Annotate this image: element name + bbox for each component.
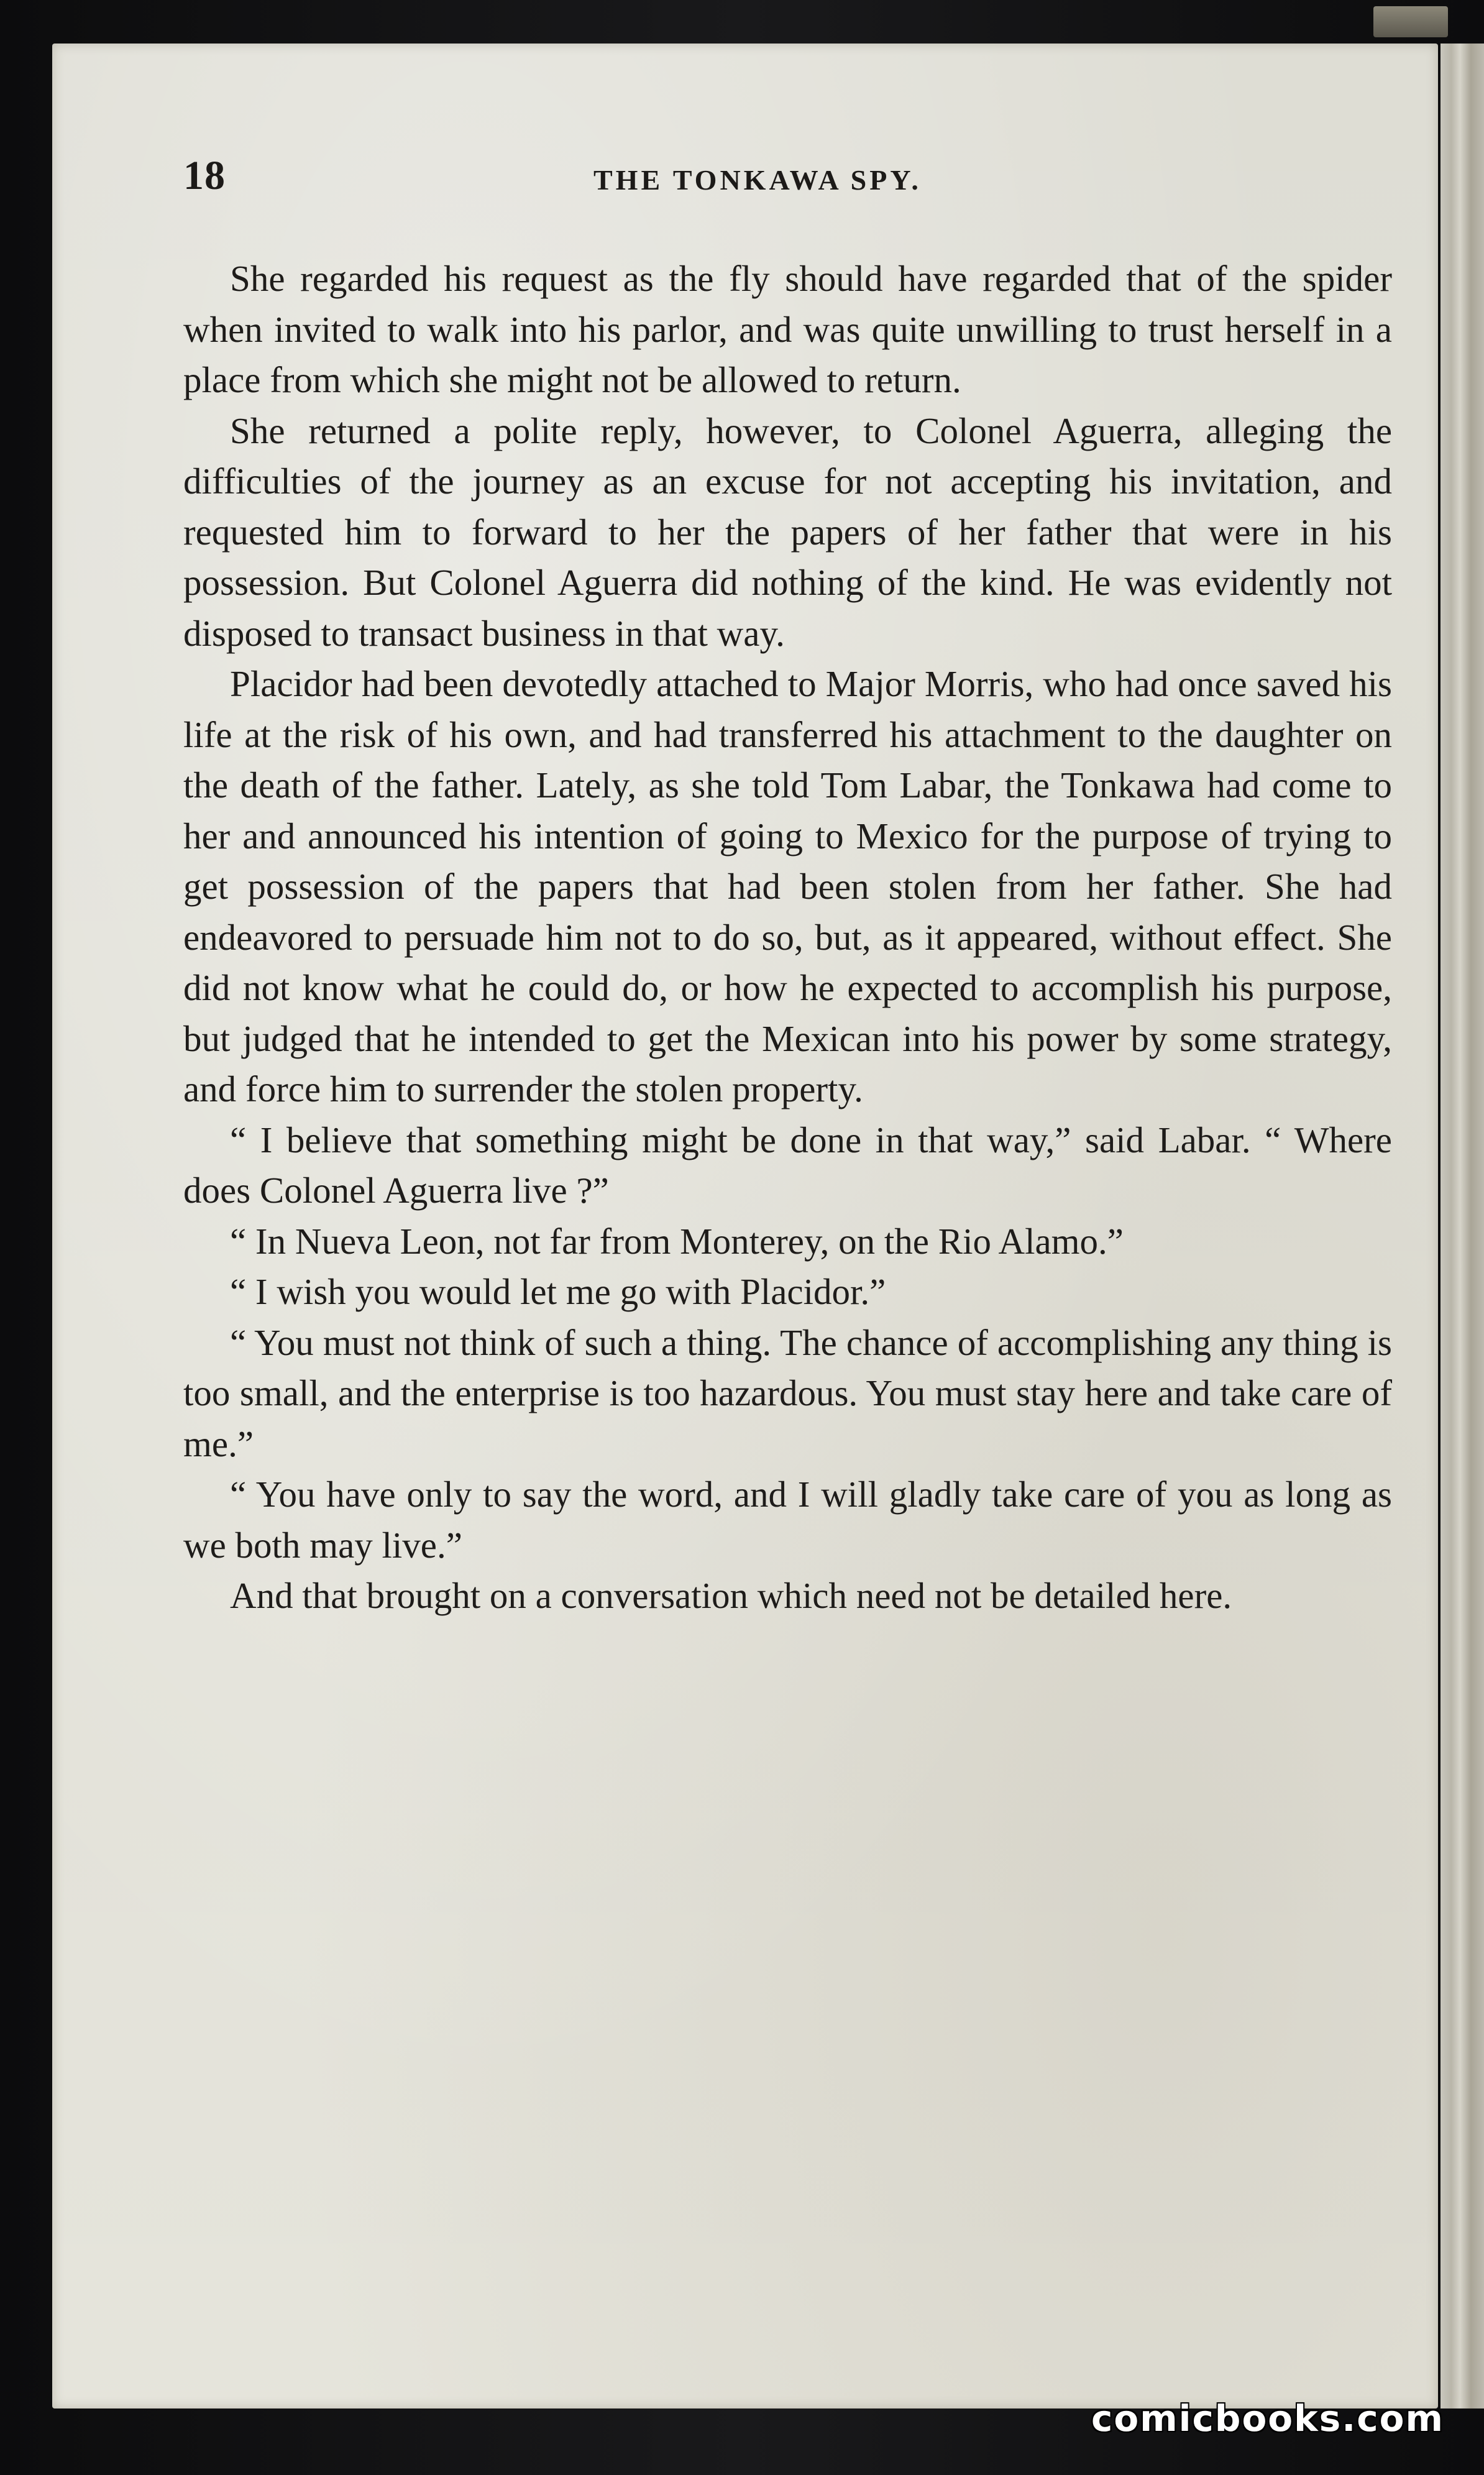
paragraph: “ In Nueva Leon, not far from Monterey, on the Rio Alamo.” (230, 1220, 1124, 1262)
paragraph: She regarded his request as the fly should have regarded that of the spider when invited to walk into his parlor, and was quite unwilling to trust herself in a place from which she might not be allowed to return. (183, 258, 1392, 400)
paragraph: Placidor had been devotedly attached to Major Morris, who had once saved his life at the risk of his own, and had transferred his attachment to the daughter on the death of the father. Lately, as she told Tom Labar, the Tonkawa had come to her and announced his intention of going to Mexico for the purpose of trying to get possession of the papers that had been stolen from her father. She had endeavored to persuade him not to do so, but, as it appeared, without effect. She did not know what he could do, or how he expected to accomplish his purpose, but judged that he intended to get the Mexican into his power by some strategy, and force him to surrender the stolen property. (183, 663, 1392, 1109)
paragraph: “ I believe that something might be done in that way,” said Labar. “ Where does Colonel Aguerra live ?” (183, 1119, 1392, 1211)
page-header (183, 152, 1395, 202)
page-body (183, 254, 1392, 1622)
paragraph: “ You have only to say the word, and I will gladly take care of you as long as we both may live.” (183, 1474, 1392, 1566)
book-spine-top (1373, 6, 1448, 37)
watermark-text: comicbooks.com (1091, 2397, 1444, 2440)
paragraph: She returned a polite reply, however, to Colonel Aguerra, alleging the difficulties of the journey as an excuse for not accepting his invitation, and requested him to forward to her the papers of her father that were in his possession. But Colonel Aguerra did nothing of the kind. He was evidently not disposed to transact business in that way. (183, 410, 1392, 654)
paragraph: And that brought on a conversation which need not be detailed here. (230, 1575, 1232, 1616)
running-head: THE TONKAWA SPY. (593, 164, 922, 196)
page-number: 18 (183, 153, 226, 198)
paragraph: “ You must not think of such a thing. The chance of accomplishing any thing is too small, and the enterprise is too hazardous. You must stay here and take care of me.” (183, 1321, 1392, 1464)
paragraph: “ I wish you would let me go with Placidor.” (230, 1271, 886, 1312)
page-edge-stack (1440, 44, 1484, 2408)
